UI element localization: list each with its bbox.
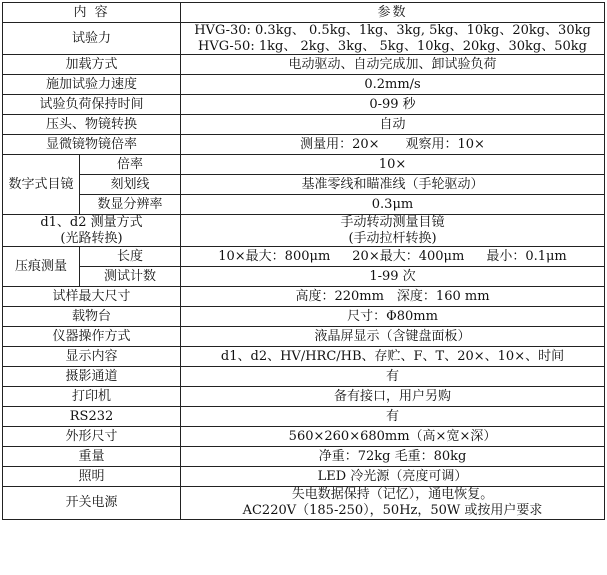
row-value [181, 215, 605, 247]
row-label: 显微镜物镜倍率 [3, 135, 181, 155]
row-label: 打印机 [3, 387, 181, 407]
force-line-1: HVG-30: 0.3kg、 0.5kg、1kg、3kg, 5kg、10kg、20kg、30kg [194, 23, 591, 38]
power-line-2: AC220V（185-250），50Hz，50W 或按用户要求 [242, 502, 543, 518]
row-value: 560×260×680mm（高×宽×深） [181, 427, 605, 447]
table-row [3, 215, 605, 247]
row-label: 试验力 [3, 23, 181, 55]
power-line-1: 失电数据保持（记忆），通电恢复。 [291, 487, 494, 503]
row-value: 自动 [181, 115, 605, 135]
table-row [3, 307, 605, 327]
row-value: 测量用：20× 观察用：10× [181, 135, 605, 155]
indent-group-label: 压痕测量 [3, 247, 80, 287]
row-sublabel: 刻划线 [80, 175, 181, 195]
table-row [3, 195, 605, 215]
d-measure-value-2: (手动拉杆转换) [348, 230, 437, 246]
row-value: LED 冷光源（亮度可调） [181, 467, 605, 487]
row-label: 施加试验力速度 [3, 75, 181, 95]
row-sublabel: 数显分辨率 [80, 195, 181, 215]
table-row [3, 247, 605, 267]
row-value: 净重：72kg 毛重：80kg [181, 447, 605, 467]
row-label: 加载方式 [3, 55, 181, 75]
table-row [3, 135, 605, 155]
row-sublabel: 长度 [80, 247, 181, 267]
d-measure-label-1: d1、d2 测量方式 [40, 215, 143, 231]
d-measure-label-2: (光路转换) [60, 230, 123, 246]
row-value: 液晶屏显示（含键盘面板） [181, 327, 605, 347]
table-row [3, 347, 605, 367]
length-10x: 10×最大：800μm [218, 249, 331, 265]
table-row [3, 447, 605, 467]
row-label: 显示内容 [3, 347, 181, 367]
force-line-2: HVG-50: 1kg、 2kg、3kg、 5kg、10kg、20kg、30kg、50kg [198, 38, 587, 54]
row-label: 摄影通道 [3, 367, 181, 387]
row-label: 开关电源 [3, 487, 181, 519]
row-value: 尺寸：Φ80mm [181, 307, 605, 327]
row-label: 重量 [3, 447, 181, 467]
table-row [3, 23, 605, 55]
row-value [181, 487, 605, 519]
row-value: 高度：220mm 深度：160 mm [181, 287, 605, 307]
table-row [3, 427, 605, 447]
row-value: d1、d2、HV/HRC/HB、存贮、F、T、20×、10×、时间 [181, 347, 605, 367]
row-value [181, 23, 605, 55]
row-value: 1-99 次 [181, 267, 605, 287]
table-row [3, 175, 605, 195]
table-row [3, 155, 605, 175]
row-label [3, 215, 181, 247]
row-label: 仪器操作方式 [3, 327, 181, 347]
row-value: 有 [181, 367, 605, 387]
table-row [3, 387, 605, 407]
table-row [3, 55, 605, 75]
row-value: 有 [181, 407, 605, 427]
row-value: 10× [181, 155, 605, 175]
header-params: 参数 [181, 3, 605, 23]
row-label: 照明 [3, 467, 181, 487]
row-value: 0.2mm/s [181, 75, 605, 95]
table-row [3, 327, 605, 347]
table-row [3, 267, 605, 287]
length-min: 最小：0.1μm [486, 249, 567, 265]
row-sublabel: 倍率 [80, 155, 181, 175]
row-value: 电动驱动、自动完成加、卸试验负荷 [181, 55, 605, 75]
eyepiece-group-label: 数字式目镜 [3, 155, 80, 215]
table-row [3, 367, 605, 387]
row-sublabel: 测试计数 [80, 267, 181, 287]
row-label: 载物台 [3, 307, 181, 327]
row-value: 0-99 秒 [181, 95, 605, 115]
row-value: 备有接口，用户另购 [181, 387, 605, 407]
table-row [3, 75, 605, 95]
row-label: 压头、物镜转换 [3, 115, 181, 135]
table-row [3, 287, 605, 307]
row-value [181, 247, 605, 267]
row-label: 试样最大尺寸 [3, 287, 181, 307]
row-value: 基准零线和瞄准线（手轮驱动） [181, 175, 605, 195]
row-value: 0.3μm [181, 195, 605, 215]
row-label: RS232 [3, 407, 181, 427]
table-row [3, 95, 605, 115]
d-measure-value-1: 手动转动测量目镜 [340, 215, 445, 231]
table-row [3, 487, 605, 519]
header-content: 内 容 [3, 3, 181, 23]
table-row [3, 407, 605, 427]
table-header [3, 3, 605, 23]
spec-table [2, 2, 605, 520]
row-label: 外形尺寸 [3, 427, 181, 447]
table-row [3, 115, 605, 135]
table-row [3, 467, 605, 487]
length-20x: 20×最大：400μm [352, 249, 465, 265]
row-label: 试验负荷保持时间 [3, 95, 181, 115]
